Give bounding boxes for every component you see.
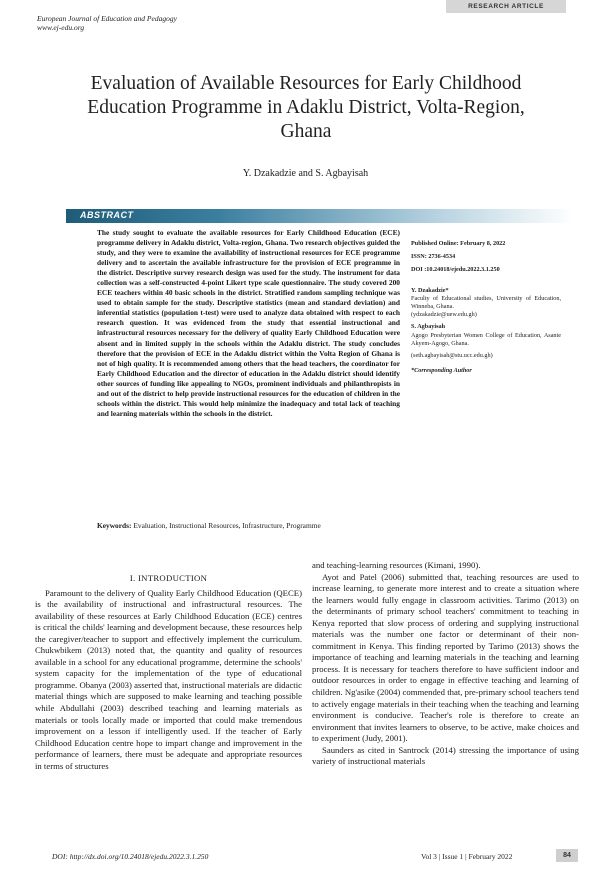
article-title: Evaluation of Available Resources for Early Childhood Education Programme in Adaklu District, Volta-Region, Ghana [87, 73, 525, 142]
body-column-left [35, 565, 302, 772]
keywords-list: Evaluation, Instructional Resources, Infrastructure, Programme [133, 521, 321, 530]
abstract-label: ABSTRACT [80, 210, 134, 220]
journal-url[interactable]: www.ej-edu.org [37, 23, 85, 32]
paragraph-ayot-patel: Ayot and Patel (2006) submitted that, teaching resources are used to increase learning, to generate more interest and to create a situation where the learners would fully engage in classroom activities. Tarimo (2013) on the determinants of primary school teachers' commitment to teaching in Kenya reported that slow process of ordering and supplying instructional materials was the number one factor or determinant of their non- commitment in Kenya. This finding reported by Tarimo (2013) shows the importance of teaching and learning materials in the teaching and learning process. It is necessary for teachers therefore to have sufficient indoor and outdoor resources in order to engage in effective teaching and learning of children. Ng'asike (2004) commended that, pre-primary school teachers tend to actively engage materials in their teaching when the teaching and learning environment is conducive. Teacher's role is therefore to create an environment that invites learners to observe, to be active, make choices and to experiment (Judy, 2001). [312, 571, 579, 744]
paragraph-saunders: Saunders as cited in Santrock (2014) stressing the importance of using variety of instructional materials [312, 744, 579, 767]
author1-affiliation: Faculty of Educational studies, University of Education, Winneba, Ghana. [411, 294, 561, 311]
footer-volume-info: Vol 3 | Issue 1 | February 2022 [421, 852, 513, 861]
author1-email[interactable]: (ydzakadzie@uew.edu.gh) [411, 311, 477, 319]
doi[interactable]: DOI :10.24018/ejedu.2022.3.1.250 [411, 266, 500, 274]
section-heading-introduction: I. INTRODUCTION [129, 573, 208, 583]
keywords-label: Keywords: [97, 521, 132, 530]
author1-name: Y. Dzakadzie* [411, 286, 449, 294]
continuation-text: and teaching-learning resources (Kimani, 1990). [312, 560, 481, 570]
author2-email[interactable]: (seth.agbayisah@stu.ucc.edu.gh) [411, 352, 493, 360]
abstract-text: The study sought to evaluate the available resources for Early Childhood Education (ECE) programme delivery in Adaklu district, Volta-region, Ghana. Two research objectives guided the study, and they were to examine the availability of instructional resources for ECE programme delivery and to ascertain the available infrastructure for the provision of ECE programme in the district. Descriptive survey research design was used for the study. The instrument for data collection was a self-constructed 4-point Likert type scale questionnaire. The study covered 200 ECE teachers within 40 basic schools in the district. Stratified random sampling technique was used to obtain sample for the study. Descriptive statistics (mean and standard deviation) and inferential statistics (population t-test) were used to analyze data obtained with respect to each research question. It was evidenced from the study that essential instructional and infrastructural resources necessary for the delivery of quality Early Childhood Education were absent and in limited supply in the schools within the Adaklu district. The study concludes therefore that the provision of ECE in the Adaklu district within the Volta Region of Ghana is not of high quality. It is recommended among others that the head teachers, the coordinator for Early Childhood Education and the director of education in the Adaklu district should identify other sources of funding like appealing to NGOs, prominent individuals and philanthropists in and out of the district to help provide instructional resources for the education of children in the schools within the district. This would help minimize the inadequacy and total lack of teaching and learning materials within the schools in the district. [97, 228, 401, 418]
page-number: 84 [556, 849, 578, 862]
journal-header [37, 14, 177, 32]
issn: ISSN: 2736-4534 [411, 253, 456, 261]
article-info-sidebar [411, 240, 561, 375]
keywords [97, 521, 321, 530]
author2-affiliation: Agogo Presbyterian Women College of Education, Asante Akyem-Agogo, Ghana. [411, 331, 561, 347]
intro-paragraph: Paramount to the delivery of Quality Early Childhood Education (QECE) is the availability of instructional and infrastructural resources. The availability of these resources at Early Childhood Education (ECE) centres is critical the childs' learning and development because, these resources help the caregiver/teacher to support and effectively implement the curriculum. Chukwbikem (2013) noted that, the quantity and quality of resources available in a school for any educational programme, determine the schools' system capacity for the implementation of the type of educational programme. Obanya (2003) asserted that, instructional materials are didactic material things which are supposed to make learning and teaching possible while Abdullahi (2003) described teaching and learning materials as materials or tools locally made or imported that could make tremendous improvement on a lesson if intelligently used. If the teacher of Early Childhood Education centre hope to impart change and improvement in the performance of learners, there must be adequate and appropriate resources in terms of structures [35, 587, 302, 771]
article-authors: Y. Dzakadzie and S. Agbayisah [242, 168, 369, 179]
author2-name: S. Agbayisah [411, 323, 446, 331]
abstract-banner [66, 209, 574, 223]
article-type-badge: RESEARCH ARTICLE [446, 0, 566, 13]
footer-doi-link[interactable]: DOI: http://dx.doi.org/10.24018/ejedu.2022.3.1.250 [52, 852, 209, 861]
published-date: Published Online: February 8, 2022 [411, 240, 506, 247]
journal-name: European Journal of Education and Pedagogy [37, 14, 177, 23]
body-column-right [312, 560, 579, 768]
corresponding-author-note: *Corresponding Author [411, 367, 472, 375]
